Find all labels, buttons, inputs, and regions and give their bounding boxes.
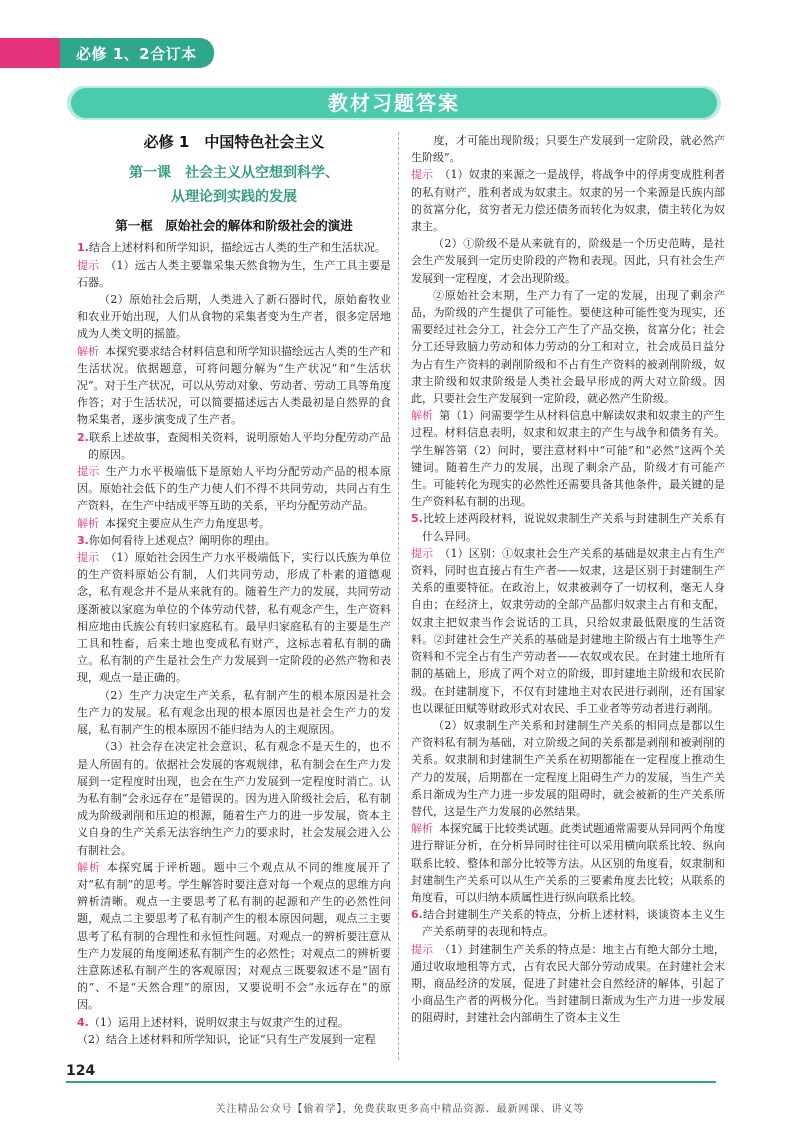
book-title: 必修 1 中国特色社会主义 <box>143 133 325 151</box>
paragraph-text: 本探究属于评析题。题中三个观点从不同的维度展开了对“私有制”的思考。学生解答时要注意对每一个观点的思维方向辨析清晰。观点一主要思考了私有制的起源和产生的必然性问题，观点二主要思考了私有制产生的根本原因问题，观点三主要思考了私有制的合理性和永恒性问题。对观点一的辨析要注意从生产力发展的角度阐述私有制产生的必然性；对观点二的辨析要注意陈述私有制产生的客观原因；对观点三既要叙述不是“固有的”、不是“天然合理”的原因，又要说明不会“永远存在”的原因。 <box>77 860 392 1012</box>
paragraph-text: （2）①阶级不是从来就有的，阶级是一个历史范畴，是社会生产发展到一定历史阶段的产物和表现。因此，只有社会生产发展到一定程度，才会出现阶级。 <box>411 237 725 285</box>
question-item <box>411 510 725 544</box>
question-item <box>77 532 391 549</box>
paragraph-text: 本探究主要应从生产力角度思考。 <box>105 516 270 530</box>
hint-paragraph <box>77 549 391 687</box>
hint-tag: 提示 <box>411 168 434 182</box>
answer-paragraph <box>77 687 391 739</box>
hint-tag: 提示 <box>77 551 100 565</box>
section-banner <box>67 86 721 120</box>
paragraph-text: 生产力水平极端低下是原始人平均分配劳动产品的根本原因。原始社会低下的生产力使人们不得不共同劳动，共同占有生产资料，在生产中结成平等互助的关系，平均分配劳动产品。 <box>77 465 392 513</box>
hint-paragraph <box>77 463 391 515</box>
answer-paragraph <box>77 291 391 343</box>
right-column <box>411 132 725 1027</box>
analysis-paragraph <box>77 859 391 1014</box>
question-number: 5. <box>411 512 423 526</box>
answer-paragraph <box>77 738 391 858</box>
paragraph-text: 你如何看待上述观点？阐明你的理由。 <box>88 533 276 547</box>
hint-paragraph <box>77 257 391 291</box>
answer-paragraph <box>411 287 725 407</box>
question-number: 1. <box>77 241 89 255</box>
frame-title: 第一框 原始社会的解体和阶级社会的演进 <box>115 218 353 234</box>
question-number: 3. <box>77 533 89 547</box>
footer-note: 关注精品公众号【偷着学】，免费获取更多高中精品资源、最新网课、讲义等 <box>215 1104 585 1115</box>
analysis-paragraph <box>411 407 725 510</box>
paragraph-text: 度，才可能出现阶级；只要生产发展到一定阶段，就必然产生阶级”。 <box>411 134 725 165</box>
paragraph-text: （2）生产力决定生产关系，私有制产生的根本原因是社会生产力的发展。私有观念出现的根本原因也是社会生产力的发展，私有制产生的根本原因不能归结为人的主观原因。 <box>77 688 391 737</box>
paragraph-text: （2）原始社会后期，人类进入了新石器时代，原始畜牧业和农业开始出现，人们从食物的采集者变为生产者，很多定居地成为人类文明的摇篮。 <box>77 293 391 341</box>
hint-tag: 提示 <box>77 465 100 479</box>
answer-paragraph <box>411 132 725 166</box>
analysis-tag: 解析 <box>411 409 434 423</box>
paragraph-text: （1）奴隶的来源之一是战俘，将战争中的俘虏变成胜利者的私有财产，胜利者成为奴隶主。奴隶的另一个来源是氏族内部的贫富分化，贫穷者无力偿还债务而转化为奴隶，债主转化为奴隶主。 <box>411 168 725 234</box>
paragraph-text: （1）区别：①奴隶社会生产关系的基础是奴隶主占有生产资料，同时也直接占有生产者——奴隶，这是区别于封建制生产关系的重要特征。在政治上，奴隶被剥夺了一切权利，毫无人身自由；在经济上，奴隶劳动的全部产品都归奴隶主占有和支配，奴隶主把奴隶当作会说话的工具，只给奴隶最低限度的生活资料。②封建社会生产关系的基础是封建地主阶级占有土地等生产资料和不完全占有生产劳动者——农奴或农民。在封建土地所有制的基础上，形成了两个对立的阶级，即封建地主阶级和农民阶级。在封建制度下，不仅有封建地主对农民进行剥削，还有国家也以课征田赋等财政形式对农民、手工业者等劳动者进行剥削。 <box>411 546 725 715</box>
analysis-tag: 解析 <box>77 344 99 358</box>
question-item <box>77 429 391 463</box>
top-stripe <box>0 0 800 38</box>
hint-tag: 提示 <box>411 942 434 956</box>
question-item <box>77 1014 391 1031</box>
analysis-paragraph <box>411 820 725 906</box>
answer-paragraph <box>411 235 725 287</box>
lesson-title-line2: 从理论到实践的发展 <box>171 189 297 206</box>
paragraph-text: （2）结合上述材料和所学知识，论证“只有生产发展到一定程 <box>77 1032 376 1046</box>
analysis-paragraph <box>77 515 391 532</box>
hint-paragraph <box>411 941 725 1027</box>
top-header <box>0 0 800 72</box>
left-answer-blocks <box>77 239 391 1048</box>
question-item <box>411 906 725 940</box>
left-column <box>77 132 391 1048</box>
hint-tag: 提示 <box>77 258 100 272</box>
paragraph-text: （2）奴隶制生产关系和封建制生产关系的相同点是都以生产资料私有制为基础，对立阶级之间的关系都是剥削和被剥削的关系。奴隶制和封建制生产关系在初期都能在一定程度上推动生产力的发展，后期都在一定程度上阻碍生产力的发展，当生产关系日渐成为生产力进一步发展的阻碍时，就会被新的生产关系所替代，这是生产力发展的必然结果。 <box>411 718 725 818</box>
hint-paragraph <box>411 166 725 235</box>
paragraph-text: 本探究属于比较类试题。此类试题通常需要从异同两个角度进行辩证分析，在分析异同时往往可以采用横向联系比较、纵向联系比较、整体和部分比较等方法。从区别的角度看，奴隶制和封建制生产关系可以从生产关系的三要素角度去比较；从联系的角度看，可以归纳本质属性进行纵向联系比较。 <box>411 822 725 904</box>
analysis-tag: 解析 <box>77 516 99 530</box>
hint-paragraph <box>411 545 725 717</box>
paragraph-text: 结合上述材料和所学知识，描绘远古人类的生产和生活状况。 <box>88 241 386 255</box>
paragraph-text: （1）原始社会因生产力水平极端低下，实行以氏族为单位的生产资料原始公有制，人们共同劳动，形成了朴素的道德观念，私有观念并不是从来就有的。随着生产力的发展，共同劳动逐渐被以家庭为单位的个体劳动代替，私有观念产生，生产资料相应地由氏族公有转归家庭私有。最早归家庭私有的主要是生产工具和牲畜，后来土地也变成私有财产，这标志着私有制的确立。私有制的产生是社会生产力发展到一定阶段的必然产物和表现，观点一是正确的。 <box>77 551 391 685</box>
answer-paragraph <box>77 1031 391 1048</box>
paragraph-text: （1）远古人类主要靠采集天然食物为生，生产工具主要是石器。 <box>77 258 391 289</box>
paragraph-text: ②原始社会末期，生产力有了一定的发展，出现了剩余产品，为阶级的产生提供了可能性。要使这种可能性变为现实，还需要经过社会分工，社会分工产生了产品交换，贫富分化；社会分工还导致脑力劳动和体力劳动的分工和对立，社会成员日益分为占有生产资料的剥削阶级和不占有生产资料的被剥削阶级，奴隶主阶级和奴隶阶级是人类社会最早形成的两大对立阶级。因此，只要社会生产发展到一定阶段，就必然产生阶级。 <box>411 288 725 406</box>
banner-title: 教材习题答案 <box>71 88 717 118</box>
question-number: 2. <box>77 430 89 444</box>
page-number-rule <box>66 1081 716 1083</box>
page-number: 124 <box>66 1063 96 1079</box>
pink-accent-bar <box>0 38 60 68</box>
paragraph-text: 结合封建制生产关系的特点，分析上述材料，谈谈资本主义生产关系萌芽的表现和特点。 <box>422 908 725 939</box>
hint-tag: 提示 <box>411 546 434 560</box>
analysis-tag: 解析 <box>77 860 101 874</box>
question-number: 6. <box>411 908 423 922</box>
lesson-title-line1: 第一课 社会主义从空想到科学、 <box>129 165 339 182</box>
right-answer-blocks <box>411 132 725 1027</box>
paragraph-text: （1）运用上述材料，说明奴隶主与奴隶产生的过程。 <box>88 1015 349 1029</box>
paragraph-text: （1）封建制生产关系的特点是：地主占有绝大部分土地，通过收取地租等方式，占有农民大部分劳动成果。在封建社会末期，商品经济的发展，促进了封建社会自然经济的解体，引起了小商品生产者的两极分化。当封建制日渐成为生产力进一步发展的阻碍时，封建社会内部萌生了资本主义生 <box>411 942 725 1025</box>
paragraph-text: 比较上述两段材料，说说奴隶制生产关系与封建制生产关系有什么异同。 <box>422 512 725 543</box>
paragraph-text: 联系上述故事，查阅相关资料，说明原始人平均分配劳动产品的原因。 <box>88 430 391 461</box>
edition-label: 必修 1、2合订本 <box>76 45 197 63</box>
question-number: 4. <box>77 1015 89 1029</box>
column-divider <box>398 132 399 1060</box>
answer-paragraph <box>411 717 725 820</box>
paragraph-text: （3）社会存在决定社会意识，私有观念不是天生的，也不是人所固有的。依据社会发展的客观规律，私有制会在生产力发展到一定程度时出现，也会在生产力发展到一定程度时消亡。认为私有制“会永远存在”是错误的。因为进入阶级社会后，私有制成为阶级剥削和压迫的根源，随着生产力的进一步发展，资本主义自身的生产关系无法容纳生产力的要求时，社会发展会进入公有制社会。 <box>77 740 391 857</box>
paragraph-text: 本探究要求结合材料信息和所学知识描绘远古人类的生产和生活状况。依据题意，可将问题分解为“生产状况”和“生活状况”。对于生产状况，可以从劳动对象、劳动者、劳动工具等角度作答；对于生活状况，可以简要描述远古人类最初是自然界的食物采集者，逐步演变成了生产者。 <box>77 344 391 427</box>
paragraph-text: 第（1）问需要学生从材料信息中解读奴隶和奴隶主的产生过程。材料信息表明，奴隶和奴隶主的产生与战争和债务有关。学生解答第（2）问时，要注意材料中“可能”和“必然”这两个关键词。随着生产力的发展，出现了剩余产品，阶级才有可能产生。可能转化为现实的必然性还需要具备其他条件，最关键的是生产资料私有制的出现。 <box>411 409 725 509</box>
question-item <box>77 239 391 256</box>
analysis-paragraph <box>77 343 391 429</box>
analysis-tag: 解析 <box>411 822 433 836</box>
